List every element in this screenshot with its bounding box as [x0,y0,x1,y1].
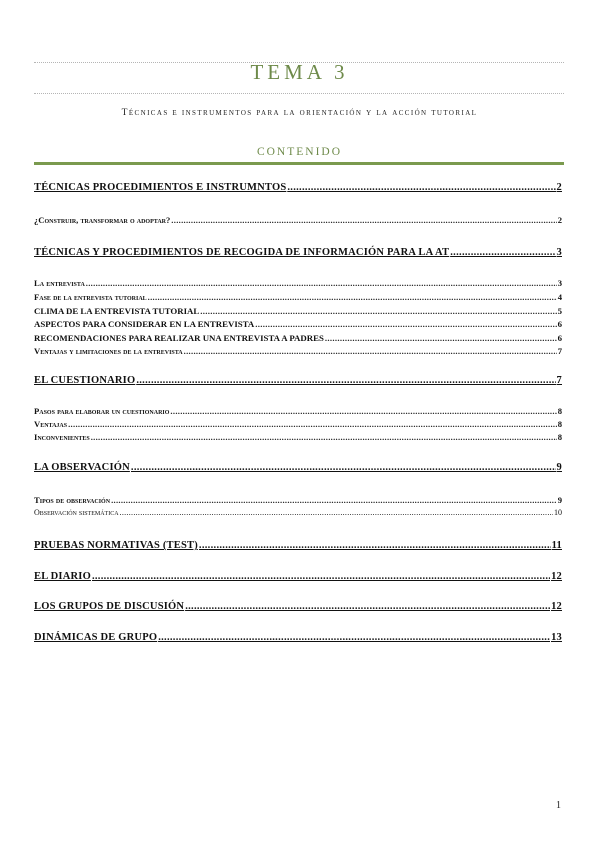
page-subtitle: Técnicas e instrumentos para la orientación y la acción tutorial [121,108,478,118]
toc-entry-page: 9 [557,495,562,505]
toc-leader-dots [120,508,553,517]
toc-leader-dots [158,632,550,643]
toc-entry[interactable] [34,508,562,517]
toc-entry[interactable] [34,319,562,329]
toc-entry-page: 9 [556,462,562,473]
toc-leader-dots [184,346,557,356]
toc-leader-dots [185,601,550,612]
toc-entry-label: CLIMA DE LA ENTREVISTA TUTORIAL [34,306,200,316]
toc-leader-dots [136,375,555,386]
toc-entry-label: ASPECTOS PARA CONSIDERAR EN LA ENTREVISTA [34,319,255,329]
toc-entry-page: 2 [557,215,562,225]
toc-entry[interactable] [34,292,562,302]
toc-entry-label: RECOMENDACIONES PARA REALIZAR UNA ENTREVISTA A PADRES [34,333,324,343]
toc-entry-page: 8 [557,432,562,442]
page-title: TEMA 3 [250,60,349,84]
toc-leader-dots [91,432,557,442]
toc-entry-label: ¿Construir, transformar o adoptar? [34,215,171,225]
toc-leader-dots [68,419,557,429]
toc-entry-page: 12 [551,571,562,582]
toc-leader-dots [171,215,556,225]
toc-entry-label: TÉCNICAS PROCEDIMIENTOS E INSTRUMNTOS [34,182,287,193]
toc-leader-dots [131,462,556,473]
toc-leader-dots [199,540,551,551]
toc-leader-dots [255,319,556,329]
toc-entry-page: 6 [557,319,562,329]
toc-entry-label: EL CUESTIONARIO [34,375,136,386]
toc-entry[interactable] [34,247,562,258]
toc-entry[interactable] [34,571,562,582]
toc-entry-label: Ventajas [34,419,68,429]
toc-entry-page: 8 [557,406,562,416]
toc-leader-dots [111,495,557,505]
toc-entry-label: Fase de la entrevista tutorial [34,292,147,302]
toc-entry-page: 13 [551,632,562,643]
toc-entry-label: DINÁMICAS DE GRUPO [34,632,158,643]
toc-entry[interactable] [34,182,562,193]
toc-entry-label: Observación sistemática [34,508,119,517]
toc-entry[interactable] [34,419,562,429]
title-rule [34,93,564,94]
toc-entry-label: LA OBSERVACIÓN [34,462,130,473]
toc-leader-dots [287,182,555,193]
toc-leader-dots [170,406,556,416]
toc-entry-label: Pasos para elaborar un cuestionario [34,406,170,416]
toc-leader-dots [200,306,556,316]
toc-entry-page: 12 [551,601,562,612]
toc-entry-page: 7 [557,346,562,356]
toc-leader-dots [325,333,557,343]
toc-entry[interactable] [34,346,562,356]
contents-rule [34,162,564,165]
toc-entry[interactable] [34,333,562,343]
toc-entry-page: 8 [557,419,562,429]
toc-entry-page: 10 [554,508,562,517]
toc-leader-dots [148,292,557,302]
toc-entry[interactable] [34,278,562,288]
toc-entry-page: 5 [557,306,562,316]
toc-entry[interactable] [34,495,562,505]
contents-heading: CONTENIDO [256,146,343,158]
toc-entry[interactable] [34,540,562,551]
toc-entry[interactable] [34,406,562,416]
toc-entry-label: LOS GRUPOS DE DISCUSIÓN [34,601,185,612]
toc-entry-page: 11 [551,540,562,551]
toc-entry[interactable] [34,632,562,643]
toc-entry-page: 6 [557,333,562,343]
toc-entry[interactable] [34,601,562,612]
toc-entry-page: 4 [557,292,562,302]
toc-entry-label: La entrevista [34,278,85,288]
toc-entry[interactable] [34,462,562,473]
toc-entry-page: 3 [557,278,562,288]
toc-entry[interactable] [34,306,562,316]
toc-entry-label: PRUEBAS NORMATIVAS (TEST) [34,540,198,551]
toc-entry-page: 7 [556,375,562,386]
toc-entry-label: Ventajas y limitaciones de la entrevista [34,346,183,356]
toc-entry[interactable] [34,432,562,442]
toc-leader-dots [86,278,557,288]
page-number: 1 [556,800,561,811]
toc-leader-dots [92,571,550,582]
toc-entry-page: 3 [556,247,562,258]
toc-entry-page: 2 [556,182,562,193]
toc-entry[interactable] [34,215,562,225]
toc-entry-label: TÉCNICAS Y PROCEDIMIENTOS DE RECOGIDA DE INFORMACIÓN PARA LA AT [34,247,450,258]
toc-entry-label: Inconvenientes [34,432,90,442]
toc-entry-label: Tipos de observación [34,495,111,505]
toc-leader-dots [450,247,555,258]
toc-entry-label: EL DIARIO [34,571,91,582]
toc-entry[interactable] [34,375,562,386]
